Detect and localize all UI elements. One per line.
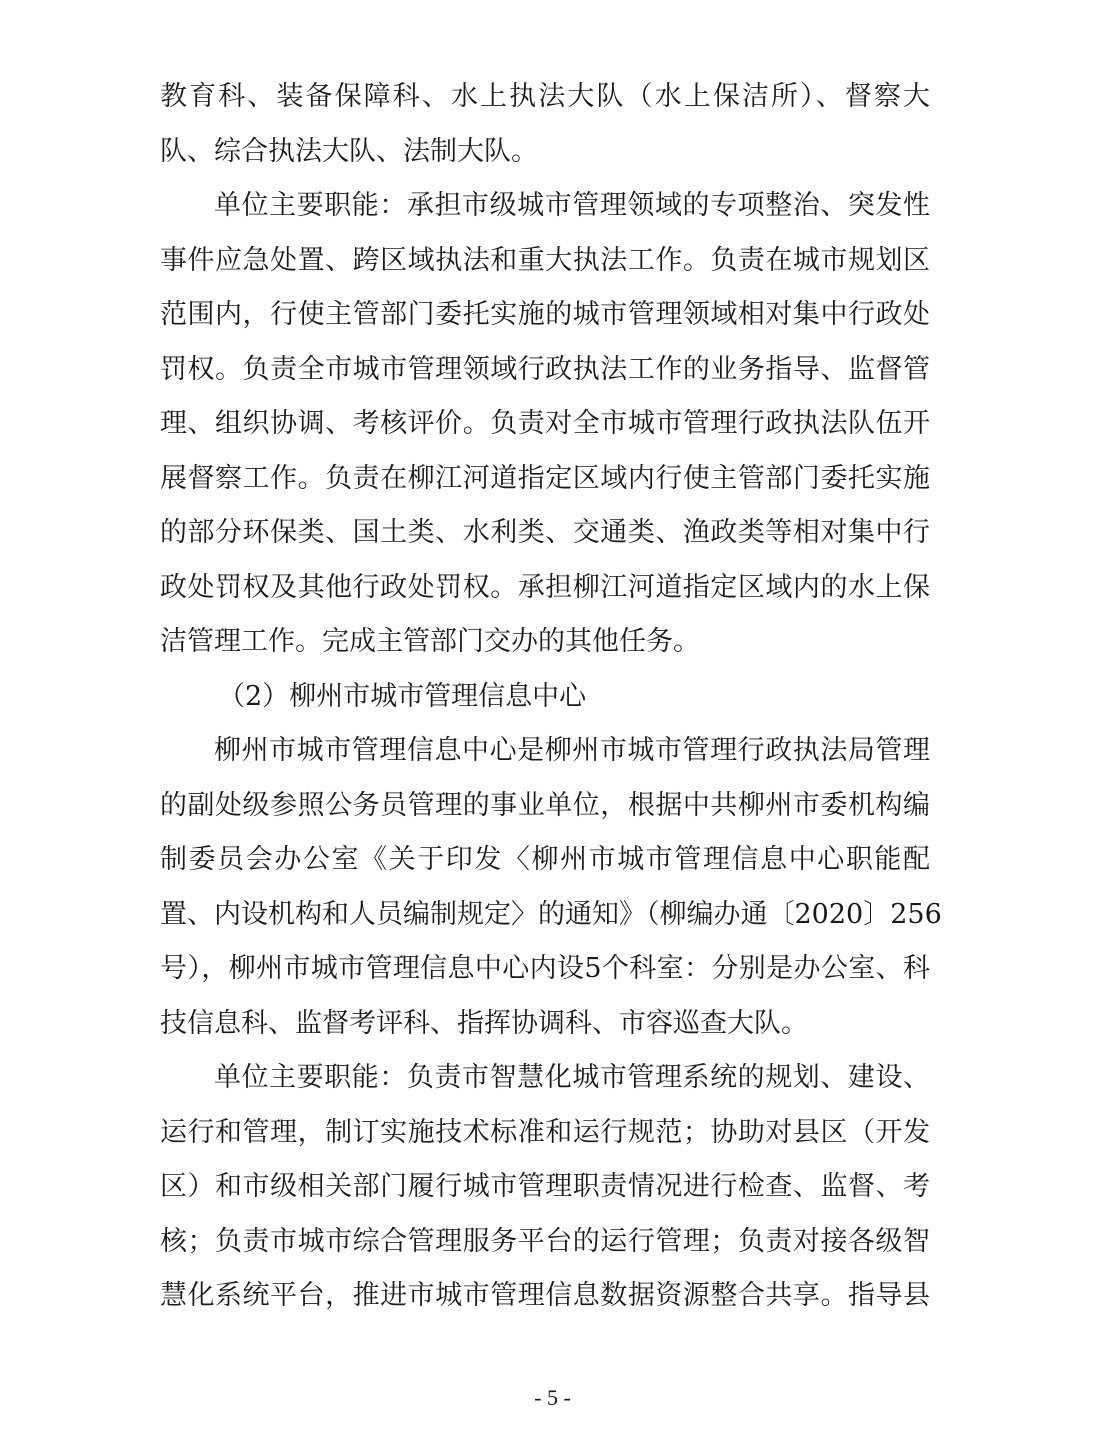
- text-line: 单位主要职能：承担市级城市管理领域的专项整治、突发性: [214, 190, 930, 221]
- paragraph-main-functions-1: [160, 179, 930, 670]
- document-body: [160, 70, 942, 1324]
- text-line: 洁管理工作。完成主管部门交办的其他任务。: [160, 626, 700, 657]
- section-heading: [160, 670, 930, 725]
- text-line: 制委员会办公室《关于印发〈柳州市城市管理信息中心职能配: [160, 844, 930, 875]
- text-line: 技信息科、监督考评科、指挥协调科、市容巡查大队。: [160, 1007, 808, 1039]
- text-line: 理、组织协调、考核评价。负责对全市城市管理行政执法队伍开: [160, 408, 930, 439]
- paragraph-main-functions-2: [160, 1051, 930, 1324]
- text-line: 区）和市级相关部门履行城市管理职责情况进行检查、监督、考: [160, 1171, 930, 1202]
- text-line: 展督察工作。负责在柳江河道指定区域内行使主管部门委托实施: [160, 462, 930, 494]
- text-line: 单位主要职能：负责市智慧化城市管理系统的规划、建设、: [214, 1062, 930, 1093]
- text-line: 运行和管理，制订实施技术标准和运行规范；协助对县区（开发: [160, 1116, 930, 1148]
- text-line: 事件应急处置、跨区域执法和重大执法工作。负责在城市规划区: [160, 244, 930, 276]
- page-number: - 5 -: [534, 1385, 571, 1410]
- text-line: 核；负责市城市综合管理服务平台的运行管理；负责对接各级智: [160, 1225, 930, 1257]
- paragraph-continuation: [160, 70, 930, 179]
- text-line: 置、内设机构和人员编制规定〉的通知》（柳编办通〔2020〕256: [160, 898, 942, 930]
- text-line: 范围内，行使主管部门委托实施的城市管理领域相对集中行政处: [160, 299, 930, 330]
- paragraph-info-center-intro: [160, 724, 942, 1051]
- text-line: 队、综合执法大队、法制大队。: [160, 135, 538, 167]
- text-line: 教育科、装备保障科、水上执法大队（水上保洁所）、督察大: [160, 81, 930, 112]
- heading-text: （2）柳州市城市管理信息中心: [218, 680, 587, 712]
- text-line: 号），柳州市城市管理信息中心内设5个科室：分别是办公室、科: [160, 953, 930, 984]
- text-line: 慧化系统平台，推进市城市管理信息数据资源整合共享。指导县: [160, 1280, 930, 1311]
- text-line: 政处罚权及其他行政处罚权。承担柳江河道指定区域内的水上保: [160, 571, 930, 603]
- text-line: 柳州市城市管理信息中心是柳州市城市管理行政执法局管理: [214, 735, 930, 766]
- text-line: 罚权。负责全市城市管理领域行政执法工作的业务指导、监督管: [160, 353, 930, 385]
- text-line: 的副处级参照公务员管理的事业单位，根据中共柳州市委机构编: [160, 789, 930, 821]
- text-line: 的部分环保类、国土类、水利类、交通类、渔政类等相对集中行: [160, 517, 930, 548]
